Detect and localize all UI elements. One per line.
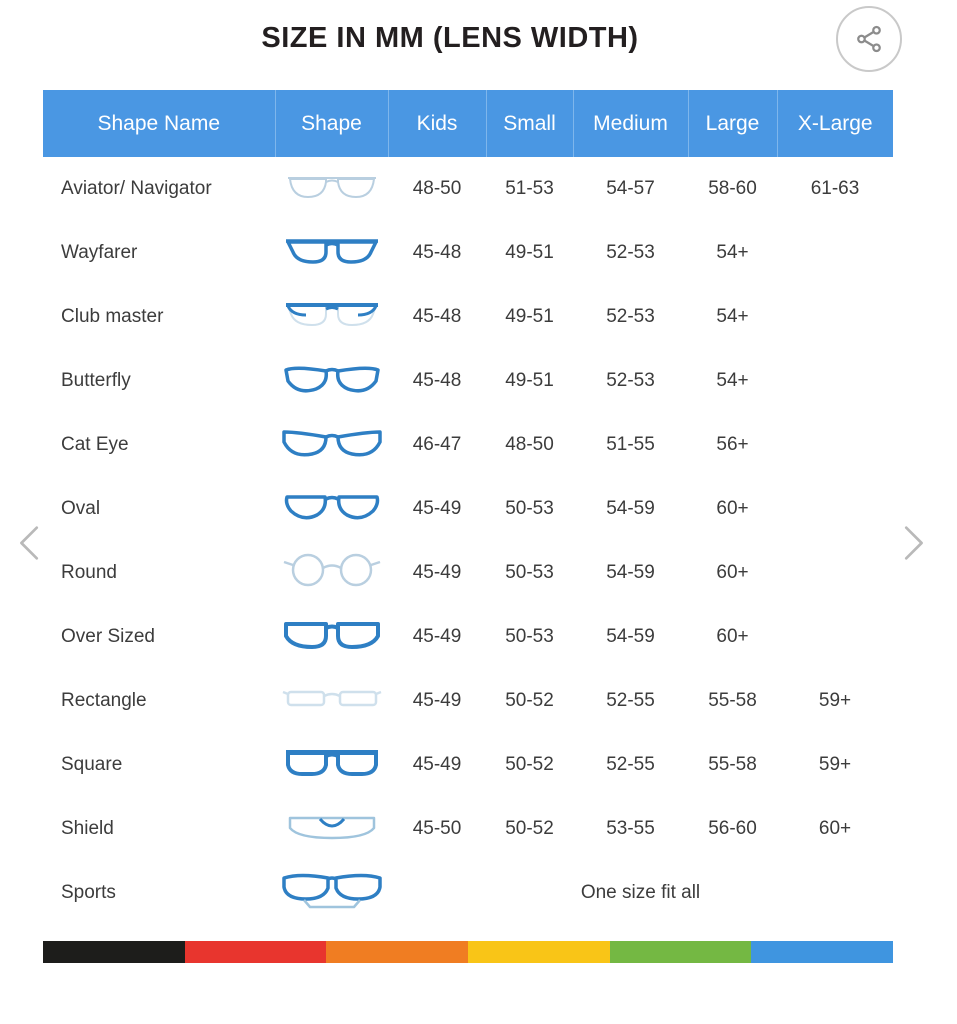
oversized-glasses-icon [280,614,384,660]
kids-size-cell: 45-48 [388,285,486,349]
share-button[interactable] [836,6,902,72]
shape-name-cell: Cat Eye [43,413,275,477]
column-header-xlarge: X-Large [777,90,893,157]
one-size-cell: One size fit all [388,861,893,925]
shape-cell [275,477,388,541]
large-size-cell: 56-60 [688,797,777,861]
table-row [43,605,893,669]
shape-cell [275,157,388,221]
shape-cell [275,541,388,605]
table-row [43,285,893,349]
table-header-row [43,90,893,157]
chevron-left-icon [8,520,54,566]
cateye-glasses-icon [280,422,384,468]
medium-size-cell: 54-59 [573,605,688,669]
kids-size-cell: 45-48 [388,221,486,285]
medium-size-cell: 53-55 [573,797,688,861]
medium-size-cell: 51-55 [573,413,688,477]
table-row [43,797,893,861]
shape-cell [275,605,388,669]
xlarge-size-cell: 60+ [777,797,893,861]
small-size-cell: 49-51 [486,221,573,285]
small-size-cell: 48-50 [486,413,573,477]
xlarge-size-cell [777,285,893,349]
kids-size-cell: 45-49 [388,669,486,733]
table-row [43,669,893,733]
aviator-glasses-icon [280,166,384,212]
small-size-cell: 50-52 [486,669,573,733]
xlarge-size-cell [777,413,893,477]
table-row [43,221,893,285]
shape-name-cell: Sports [43,861,275,925]
oval-glasses-icon [280,486,384,532]
xlarge-size-cell [777,221,893,285]
small-size-cell: 50-53 [486,605,573,669]
shape-cell [275,733,388,797]
column-header-shape: Shape [275,90,388,157]
medium-size-cell: 52-55 [573,733,688,797]
shape-name-cell: Wayfarer [43,221,275,285]
shape-cell [275,861,388,925]
column-header-small: Small [486,90,573,157]
small-size-cell: 50-52 [486,733,573,797]
share-icon [854,24,884,54]
shape-cell [275,797,388,861]
column-header-medium: Medium [573,90,688,157]
color-swatch-blue [751,941,893,963]
column-header-large: Large [688,90,777,157]
color-swatch-red [185,941,327,963]
small-size-cell: 50-53 [486,477,573,541]
shape-cell [275,221,388,285]
shape-cell [275,413,388,477]
kids-size-cell: 45-49 [388,733,486,797]
shape-name-cell: Round [43,541,275,605]
shape-name-cell: Over Sized [43,605,275,669]
color-bar [43,941,893,963]
size-chart-table-wrapper [43,90,893,925]
small-size-cell: 50-53 [486,541,573,605]
shape-cell [275,669,388,733]
round-glasses-icon [280,550,384,596]
color-swatch-orange [326,941,468,963]
page-title: SIZE IN MM (LENS WIDTH) [261,22,639,54]
shape-name-cell: Rectangle [43,669,275,733]
xlarge-size-cell [777,541,893,605]
carousel-next-button[interactable] [889,520,935,566]
small-size-cell: 49-51 [486,349,573,413]
large-size-cell: 55-58 [688,669,777,733]
shield-glasses-icon [280,806,384,852]
xlarge-size-cell: 61-63 [777,157,893,221]
table-row [43,733,893,797]
wayfarer-glasses-icon [280,230,384,276]
large-size-cell: 60+ [688,477,777,541]
clubmaster-glasses-icon [280,294,384,340]
large-size-cell: 56+ [688,413,777,477]
column-header-shape-name: Shape Name [43,90,275,157]
medium-size-cell: 54-57 [573,157,688,221]
chart-header [0,0,957,86]
large-size-cell: 54+ [688,221,777,285]
kids-size-cell: 45-49 [388,605,486,669]
color-swatch-yellow [468,941,610,963]
shape-cell [275,285,388,349]
color-swatch-green [610,941,752,963]
size-chart-table [43,90,893,925]
kids-size-cell: 45-49 [388,541,486,605]
square-glasses-icon [280,742,384,788]
xlarge-size-cell [777,605,893,669]
kids-size-cell: 45-48 [388,349,486,413]
table-row [43,157,893,221]
table-row [43,477,893,541]
small-size-cell: 51-53 [486,157,573,221]
shape-name-cell: Aviator/ Navigator [43,157,275,221]
large-size-cell: 60+ [688,605,777,669]
table-row [43,413,893,477]
kids-size-cell: 45-50 [388,797,486,861]
chevron-right-icon [889,520,935,566]
shape-name-cell: Oval [43,477,275,541]
large-size-cell: 58-60 [688,157,777,221]
large-size-cell: 55-58 [688,733,777,797]
medium-size-cell: 52-53 [573,221,688,285]
rectangle-glasses-icon [280,678,384,724]
shape-name-cell: Club master [43,285,275,349]
xlarge-size-cell: 59+ [777,669,893,733]
large-size-cell: 54+ [688,285,777,349]
shape-name-cell: Butterfly [43,349,275,413]
small-size-cell: 49-51 [486,285,573,349]
medium-size-cell: 52-53 [573,349,688,413]
medium-size-cell: 52-55 [573,669,688,733]
kids-size-cell: 46-47 [388,413,486,477]
xlarge-size-cell: 59+ [777,733,893,797]
table-row [43,349,893,413]
sports-glasses-icon [280,870,384,916]
medium-size-cell: 52-53 [573,285,688,349]
kids-size-cell: 45-49 [388,477,486,541]
xlarge-size-cell [777,477,893,541]
medium-size-cell: 54-59 [573,477,688,541]
large-size-cell: 54+ [688,349,777,413]
color-swatch-black [43,941,185,963]
shape-name-cell: Shield [43,797,275,861]
carousel-prev-button[interactable] [8,520,54,566]
medium-size-cell: 54-59 [573,541,688,605]
shape-cell [275,349,388,413]
shape-name-cell: Square [43,733,275,797]
large-size-cell: 60+ [688,541,777,605]
table-row [43,861,893,925]
column-header-kids: Kids [388,90,486,157]
butterfly-glasses-icon [280,358,384,404]
small-size-cell: 50-52 [486,797,573,861]
kids-size-cell: 48-50 [388,157,486,221]
size-chart-body [43,157,893,925]
table-row [43,541,893,605]
xlarge-size-cell [777,349,893,413]
